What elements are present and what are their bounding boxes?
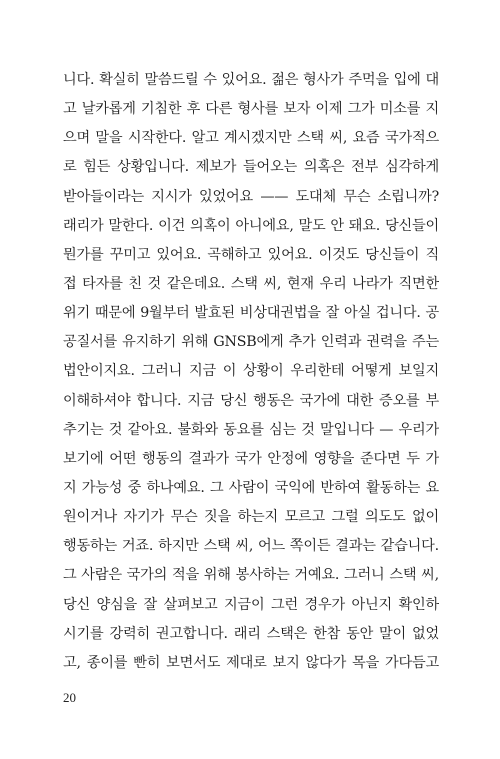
- text-line-3: 으며 말을 시작한다. 알고 계시겠지만 스택 씨, 요즘 국가적으: [63, 130, 439, 147]
- text-line-8: 접 타자를 친 것 같은데요. 스택 씨, 현재 우리 나라가 직면한: [63, 275, 439, 292]
- text-line-5: 받아들이라는 지시가 있었어요 —— 도대체 무슨 소립니까?: [63, 188, 439, 205]
- page-number: 20: [63, 690, 76, 705]
- text-line-12: 이해하셔야 합니다. 지금 당신 행동은 국가에 대한 증오를 부: [63, 392, 439, 409]
- text-line-13: 추기는 것 같아요. 불화와 동요를 심는 것 말입니다 — 우리가: [63, 421, 439, 438]
- text-line-20: 시기를 강력히 권고합니다. 래리 스택은 한참 동안 말이 없었: [63, 625, 439, 642]
- text-line-6: 래리가 말한다. 이건 의혹이 아니에요, 말도 안 돼요. 당신들이: [63, 217, 439, 234]
- text-line-2: 고 날카롭게 기침한 후 다른 형사를 보자 이제 그가 미소를 지: [63, 101, 439, 118]
- text-line-19: 당신 양심을 잘 살펴보고 지금이 그런 경우가 아닌지 확인하: [63, 596, 439, 613]
- text-line-18: 그 사람은 국가의 적을 위해 봉사하는 거예요. 그러니 스택 씨,: [63, 567, 439, 584]
- text-line-14: 보기에 어떤 행동의 결과가 국가 안정에 영향을 준다면 두 가: [63, 450, 439, 467]
- text-line-11: 법안이지요. 그러니 지금 이 상황이 우리한테 어떻게 보일지: [63, 363, 439, 380]
- text-line-16: 원이거나 자기가 무슨 짓을 하는지 모르고 그럴 의도도 없이: [63, 509, 439, 526]
- text-line-4: 로 힘든 상황입니다. 제보가 들어오는 의혹은 전부 심각하게: [63, 159, 439, 176]
- text-line-21: 고, 종이를 빤히 보면서도 제대로 보지 않다가 목을 가다듬고: [63, 654, 439, 671]
- text-line-9: 위기 때문에 9월부터 발효된 비상대권법을 잘 아실 겁니다. 공: [63, 305, 439, 322]
- text-line-10: 공질서를 유지하기 위해 GNSB에게 추가 인력과 권력을 주는: [63, 334, 439, 351]
- text-line-15: 지 가능성 중 하나예요. 그 사람이 국익에 반하여 활동하는 요: [63, 479, 439, 496]
- text-line-17: 행동하는 거죠. 하지만 스택 씨, 어느 쪽이든 결과는 같습니다.: [63, 538, 439, 555]
- text-line-1: 니다. 확실히 말씀드릴 수 있어요. 젊은 형사가 주먹을 입에 대: [63, 72, 439, 88]
- body-text: [63, 66, 439, 678]
- text-line-7: 뭔가를 꾸미고 있어요. 곡해하고 있어요. 이것도 당신들이 직: [63, 246, 439, 263]
